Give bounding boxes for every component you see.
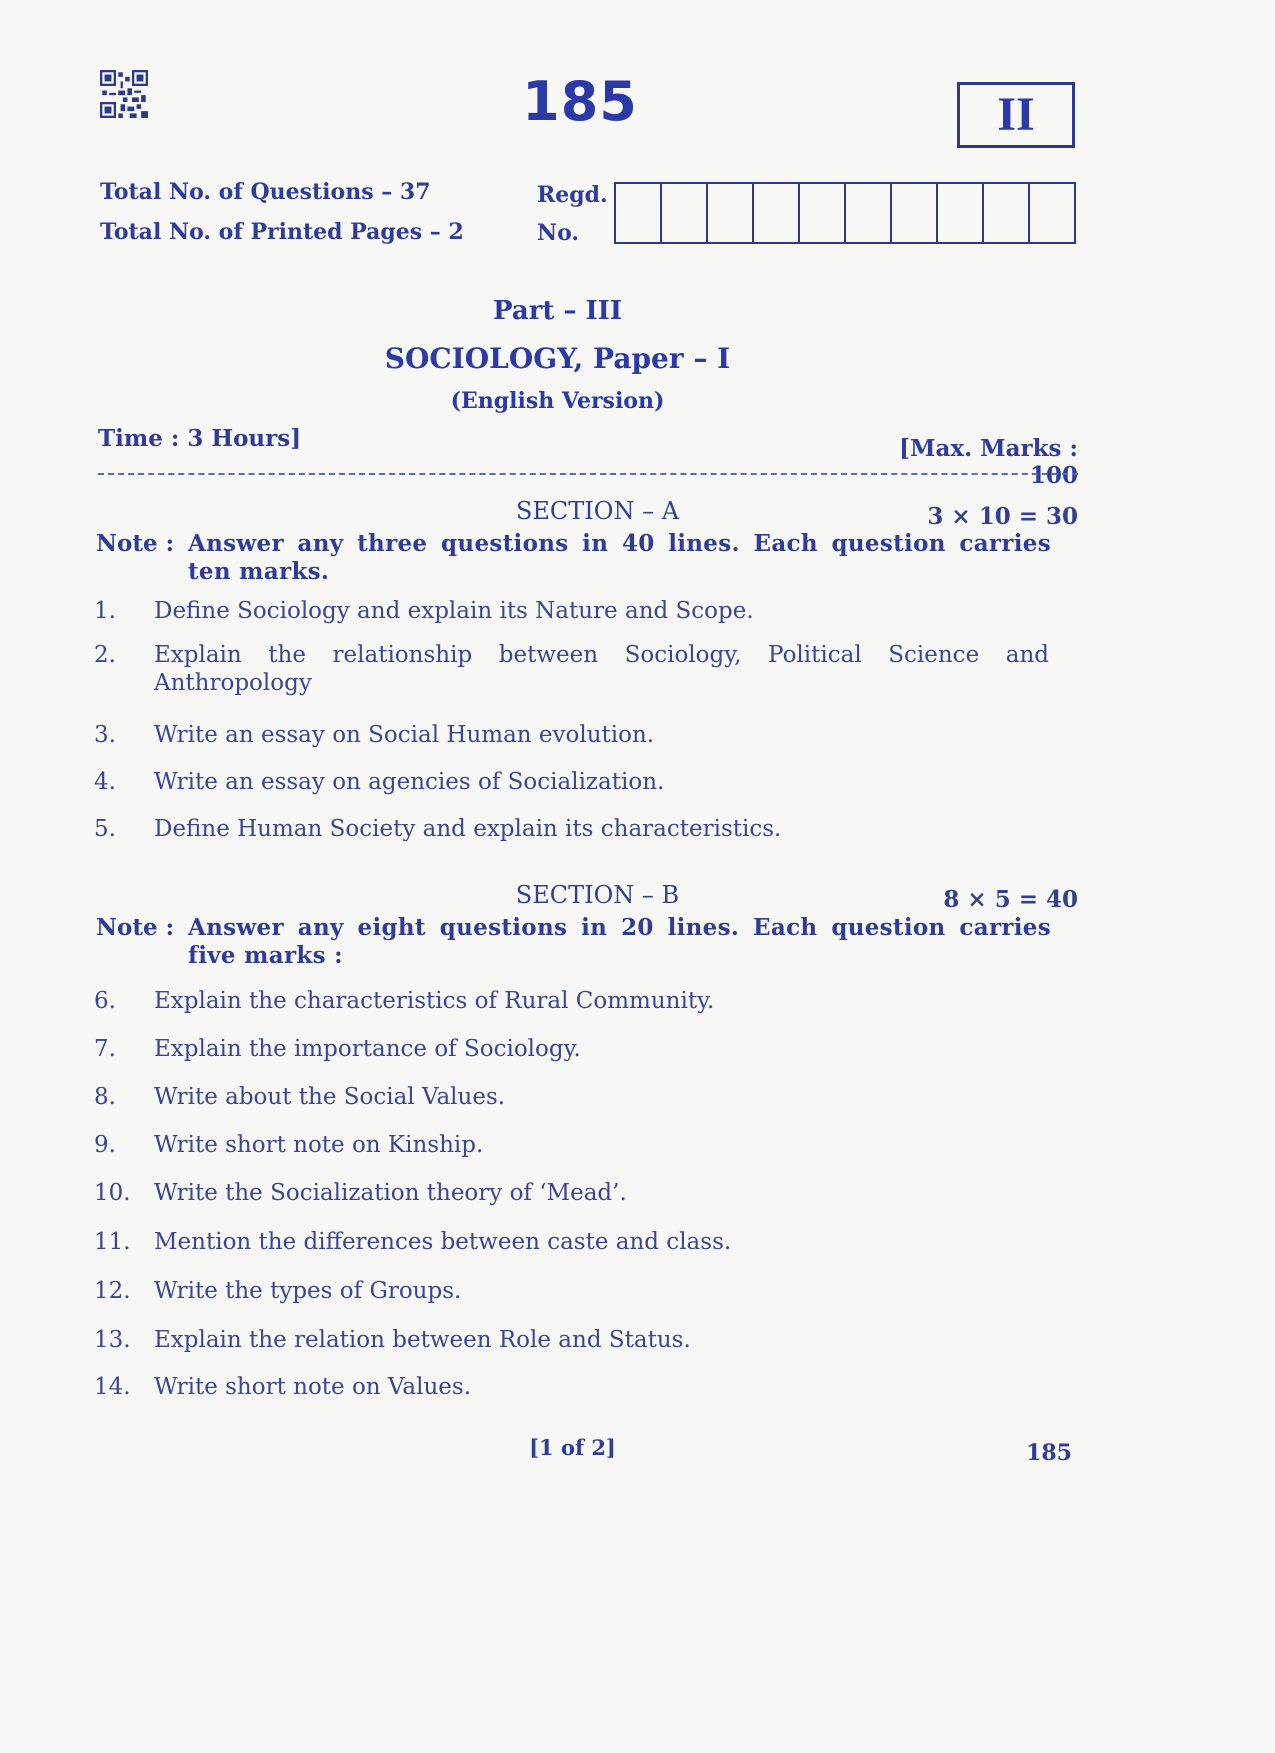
question-number: 7. [94,1036,116,1062]
section-b-title: SECTION – B [515,881,680,909]
question-item [94,1326,1049,1354]
question-number: 2. [94,642,116,668]
question-text: Explain the characteristics of Rural Community. [154,988,715,1014]
question-text: Write short note on Values. [154,1374,472,1400]
total-questions: Total No. of Questions – 37 [100,179,431,205]
regd-label [537,176,608,252]
question-number: 3. [94,722,116,748]
regd-label-line-2: No. [537,220,580,246]
question-text: Write the Socialization theory of ‘Mead’. [154,1180,627,1206]
section-a-title: SECTION – A [515,497,680,525]
regd-digit-box[interactable] [938,184,984,242]
footer-paper-code: 185 [1026,1440,1072,1466]
question-item [94,597,1049,625]
section-a-marks: 3 × 10 = 30 [927,503,1078,530]
question-number: 10. [94,1180,131,1206]
question-item [94,1083,1049,1111]
version-label: (English Version) [450,388,665,414]
question-text: Write the types of Groups. [154,1278,462,1304]
question-item [94,768,1049,796]
question-item [94,641,1049,697]
regd-digit-box[interactable] [1030,184,1076,242]
regd-digit-box[interactable] [754,184,800,242]
page-indicator: [1 of 2] [529,1435,616,1460]
question-item [94,1277,1049,1305]
question-text: Explain the relation between Role and Status. [154,1327,691,1353]
regd-digit-box[interactable] [846,184,892,242]
question-text: Write an essay on Social Human evolution. [154,722,655,748]
note-text: Answer any eight questions in 20 lines. Each question carries five marks : [188,914,1051,969]
divider [98,473,1078,475]
question-item [94,815,1049,843]
regd-digit-box[interactable] [616,184,662,242]
question-number: 14. [94,1374,131,1400]
question-item [94,721,1049,749]
question-item [94,1228,1049,1256]
regd-label-line-1: Regd. [537,182,608,208]
question-number: 5. [94,816,116,842]
max-marks: [Max. Marks : 100 [899,435,1078,489]
question-text: Explain the relationship between Sociology, Political Science and Anthropology [154,642,1049,696]
regd-digit-box[interactable] [662,184,708,242]
question-number: 11. [94,1229,131,1255]
question-text: Write about the Social Values. [154,1084,506,1110]
regd-digit-box[interactable] [984,184,1030,242]
note-label: Note : [96,530,175,557]
question-item [94,1131,1049,1159]
paper-code: 185 [522,70,638,133]
time-allowed: Time : 3 Hours] [98,425,302,452]
note-text: Answer any three questions in 40 lines. Each question carries ten marks. [188,530,1051,585]
regd-digit-box[interactable] [892,184,938,242]
question-text: Write short note on Kinship. [154,1132,484,1158]
question-number: 4. [94,769,116,795]
regd-digit-box[interactable] [800,184,846,242]
question-number: 6. [94,988,116,1014]
section-a-note [96,530,1051,586]
question-text: Write an essay on agencies of Socialization. [154,769,665,795]
question-item [94,987,1049,1015]
total-pages: Total No. of Printed Pages – 2 [100,219,464,245]
note-label: Note : [96,914,175,941]
question-item [94,1179,1049,1207]
question-number: 13. [94,1327,131,1353]
subject-title: SOCIOLOGY, Paper – I [384,342,731,375]
question-item [94,1035,1049,1063]
section-b-note [96,914,1051,970]
regd-number-boxes[interactable] [614,182,1076,244]
question-number: 9. [94,1132,116,1158]
question-item [94,1373,1049,1401]
year-code-box: II [957,82,1075,148]
question-text: Mention the differences between caste and class. [154,1229,732,1255]
question-text: Explain the importance of Sociology. [154,1036,581,1062]
question-number: 12. [94,1278,131,1304]
question-text: Define Human Society and explain its characteristics. [154,816,782,842]
exam-meta [100,172,464,252]
question-text: Define Sociology and explain its Nature and Scope. [154,598,754,624]
section-b-marks: 8 × 5 = 40 [943,886,1078,913]
regd-digit-box[interactable] [708,184,754,242]
part-title: Part – III [493,296,622,326]
question-number: 1. [94,598,116,624]
question-number: 8. [94,1084,116,1110]
